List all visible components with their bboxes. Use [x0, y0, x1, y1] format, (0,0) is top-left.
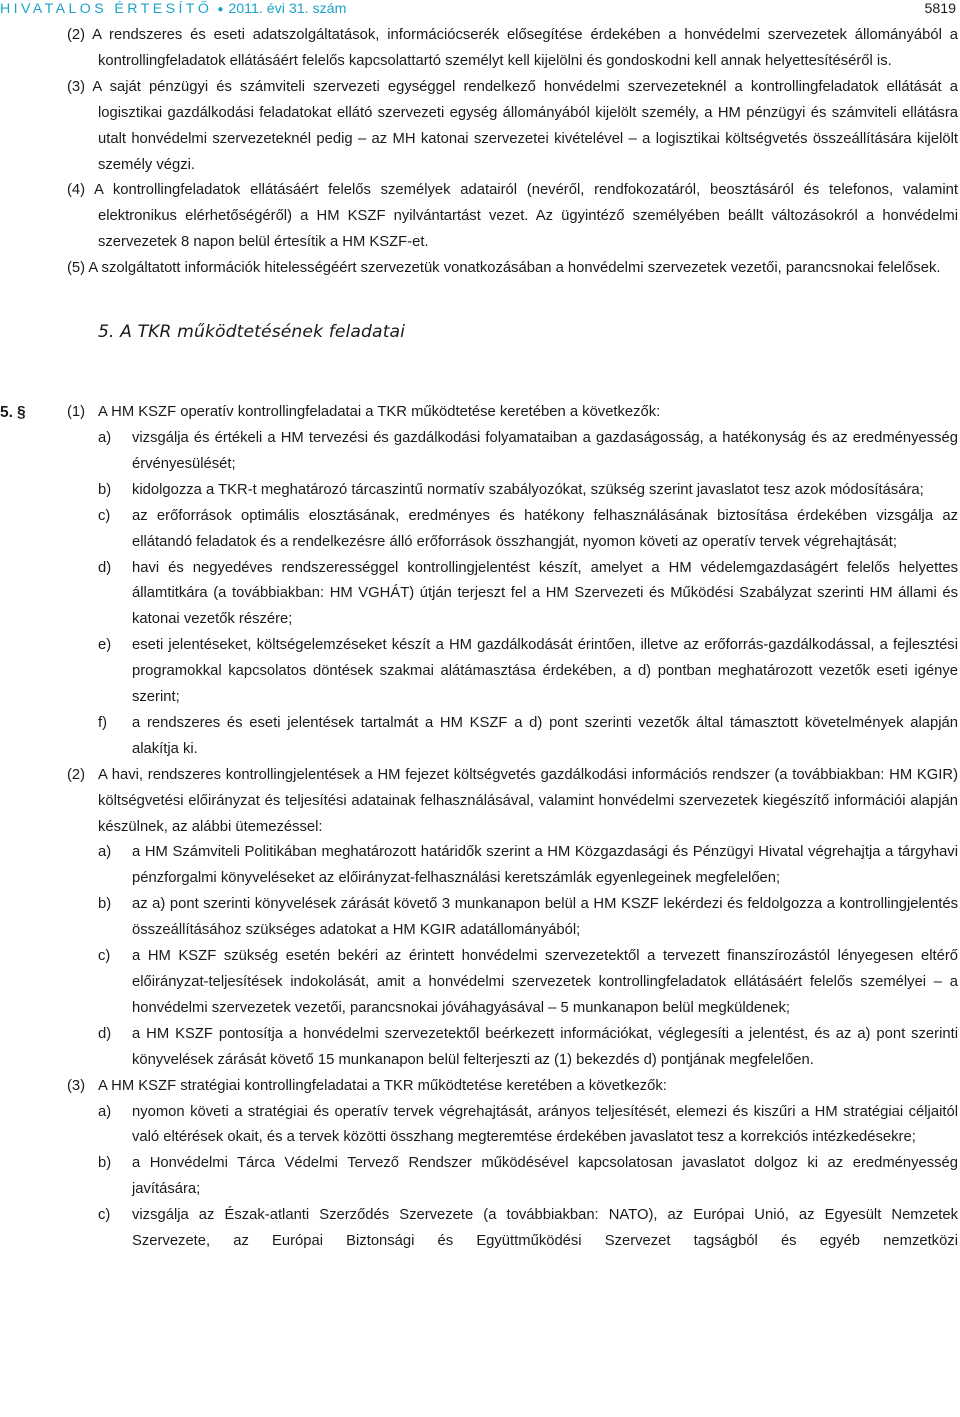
subsection-3: [0, 1074, 958, 1255]
paragraph-number: (5): [67, 260, 86, 277]
list-item: [0, 1203, 958, 1255]
list-item-label: a): [98, 844, 112, 861]
journal-title: HIVATALOS ÉRTESÍTŐ: [0, 1, 213, 17]
subsection-text: A HM KSZF operatív kontrollingfeladatai a TKR működtetése keretében a következők:: [98, 404, 661, 421]
list-item: [0, 1100, 958, 1152]
list-item-label: c): [98, 507, 111, 524]
section-5: [0, 400, 958, 1255]
paragraph: [0, 75, 958, 179]
list-item: [0, 711, 958, 763]
list-item-label: a): [98, 1103, 112, 1120]
section-number: 5.: [0, 404, 13, 422]
subsection-text: A havi, rendszeres kontrollingjelentések a HM fejezet költségvetés gazdálkodási információs rendszer (a továbbiakban: HM KGIR) költségvetési előirányzat és teljesítési adatainak felhasználásával, valamint honvédelmi szervezetek kiegészítő információi alapján készülnek, az alábbi ütemezéssel:: [98, 766, 958, 835]
issue-label: 2011. évi 31. szám: [228, 1, 347, 17]
list-item-label: c): [98, 948, 111, 965]
subsection-text: A HM KSZF stratégiai kontrollingfeladatai a TKR működtetése keretében a következők:: [98, 1077, 667, 1094]
list-item-text: a HM KSZF szükség esetén bekéri az érintett honvédelmi szervezetektől a tervezett finanszírozástól lényegesen eltérő előirányzat-teljesítések indokolását, amit a honvédelmi szervezetek kontrollingfeladatok ellátásáért felelős személyei – a honvédelmi szervezetek vezetői, parancsnokai jóváhagyásával – 5 munkanapon belül megküldenek;: [132, 948, 958, 1016]
list-item-label: c): [98, 1207, 111, 1224]
list-item: [0, 892, 958, 944]
paragraph-number: (2): [67, 27, 86, 43]
subsection-intro: [0, 763, 958, 841]
paragraph: [0, 178, 958, 256]
list-item: [0, 944, 958, 1022]
paragraph: [0, 256, 958, 282]
list-item-text: vizsgálja és értékeli a HM tervezési és gazdálkodási folyamataiban a gazdaságosság, a hatékonyság és az eredményesség érvényesülését;: [132, 429, 958, 472]
paragraph-number: (3): [67, 78, 86, 95]
page-number: 5819: [924, 1, 956, 17]
journal-running-head: [0, 0, 346, 19]
list-item-label: f): [98, 714, 108, 731]
list-item-text: vizsgálja az Észak-atlanti Szerződés Szervezete (a továbbiakban: NATO), az Európai Unió, az Egyesült Nemzetek Szervezete, az Európai Biztonsági és Együttműködési Szervezet tagságból és egyéb nemzetközi: [132, 1207, 958, 1250]
paragraph-text: A szolgáltatott információk hitelességéért szervezetük vonatkozásában a honvédelmi szervezetek vezetői, parancsnokai felelősek.: [88, 260, 941, 277]
list-item-text: a HM Számviteli Politikában meghatározott határidők szerint a HM Közgazdasági és Pénzügyi Hivatal végrehajtja a tárgyhavi pénzforgalmi könyveléseket az előirányzat-felhasználási keretszámlák egyenlegeinek megfelelően;: [132, 844, 958, 887]
list-item: [0, 1151, 958, 1203]
list-item-text: kidolgozza a TKR-t meghatározó tárcaszintű normatív szabályozókat, szükség szerint javaslatot tesz azok módosítására;: [132, 481, 924, 498]
section-heading-block: [0, 282, 958, 400]
list-item-label: b): [98, 481, 112, 498]
list-item-text: a HM KSZF pontosítja a honvédelmi szervezetektől beérkezett információkat, véglegesíti a jelentést, és az a) pont szerinti könyvelések zárását követő 15 munkanapon belül felterjeszti az (1) bekezdés d) pontjának megfelelően.: [132, 1025, 958, 1068]
paragraph: [0, 23, 958, 75]
paragraph-text: A rendszeres és eseti adatszolgáltatások, információcserék elősegítése érdekében a honvédelmi szervezetek állományából a kontrollingfeladatok ellátásáért felelős kapcsolattartó személyt kell kijelölni és gondoskodni kell annak helyettesítéséről is.: [92, 27, 958, 69]
list-item: [0, 504, 958, 556]
list-item-label: d): [98, 1025, 112, 1042]
list-item-text: a rendszeres és eseti jelentések tartalmát a HM KSZF a d) pont szerinti vezetők által támasztott követelmények alapján alakítja ki.: [132, 714, 958, 757]
subsection-number: (1): [67, 404, 86, 421]
list-item-text: eseti jelentéseket, költségelemzéseket készít a HM gazdálkodását érintően, illetve az erőforrás-gazdálkodással, a fejlesztési programokkal kapcsolatos döntések szakmai alátámasztása érdekében, a d) pontban meghatározott vezetők eseti igénye szerint;: [132, 637, 958, 706]
paragraph-list-top: [0, 23, 958, 282]
list-item: [0, 840, 958, 892]
list-item-label: b): [98, 896, 112, 913]
list-item-text: az a) pont szerinti könyvelések zárását követő 3 munkanapon belül a HM KSZF lekérdezi és feldolgozza a kontrollingjelentés összeállításához szükséges adatokat a HM KGIR adatállományából;: [132, 896, 958, 939]
paragraph-text: A kontrollingfeladatok ellátásáért felelős személyek adatairól (nevéről, rendfokozatáról, beosztásáról és telefonos, valamint elektronikus elérhetőségéről) a HM KSZF nyilvántartást vezet. Az ügyintéző személyében beállt változásokról a honvédelmi szervezetek 8 napon belül értesítik a HM KSZF-et.: [94, 182, 959, 251]
list-item-label: d): [98, 559, 112, 576]
list-item: [0, 556, 958, 634]
paragraph-text: A saját pénzügyi és számviteli szervezeti egységgel rendelkező honvédelmi szervezeteknél a kontrollingfeladatok ellátását a logisztikai gazdálkodási feladatokat ellátó szervezeti egység állományából kijelölt személy, a HM pénzügyi és számviteli ellátásra utalt honvédelmi szervezeteknél pedig – az MH katonai szervezetei kivételével – a logisztikai költségvetés összeállítására kijelölt személy végzi.: [92, 78, 958, 173]
subsection-intro: [0, 1074, 958, 1100]
page-header: [0, 0, 958, 20]
paragraph-sign: §: [16, 404, 26, 422]
subsection-intro: [0, 400, 958, 426]
list-item-label: a): [98, 429, 112, 446]
subsection-number: (3): [67, 1077, 86, 1094]
list-item-text: havi és negyedéves rendszerességgel kontrollingjelentést készít, amelyet a HM védelemgazdaságért felelős helyettes államtitkára (a továbbiakban: HM VGHÁT) útján terjeszt fel a HM Szervezeti és Működési Szabályzat szerinti HM állami és katonai vezetők részére;: [132, 559, 958, 628]
paragraph-number: (4): [67, 182, 86, 199]
subsection-1: [0, 400, 958, 763]
list-item-text: nyomon követi a stratégiai és operatív tervek végrehajtását, arányos teljesítését, elemezi és kiszűri a HM stratégiai céljaitól való eltérések okait, és a tervek közötti összhang megteremtése érdekében javaslatot tesz a korrekciós intézkedésekre;: [132, 1103, 958, 1146]
list-item: [0, 478, 958, 504]
subsection-number: (2): [67, 766, 86, 783]
list-item: [0, 633, 958, 711]
subsection-2: [0, 763, 958, 1074]
separator-dot: ●: [217, 4, 224, 15]
list-item-label: b): [98, 1155, 112, 1172]
list-item-text: az erőforrások optimális elosztásának, eredményes és hatékony felhasználásának biztosítása érdekében vizsgálja az ellátandó feladatok és a rendelkezésre álló erőforrások összhangját, nyomon követi az operatív tervek végrehajtását;: [132, 507, 958, 550]
document-body: [0, 22, 958, 1255]
list-item-label: e): [98, 637, 112, 654]
list-item-text: a Honvédelmi Tárca Védelmi Tervező Rendszer működésével kapcsolatosan javaslatot dolgoz ki az eredményesség javítására;: [132, 1155, 958, 1198]
list-item: [0, 1022, 958, 1074]
section-heading: 5. A TKR működtetésének feladatai: [98, 322, 406, 343]
list-item: [0, 426, 958, 478]
